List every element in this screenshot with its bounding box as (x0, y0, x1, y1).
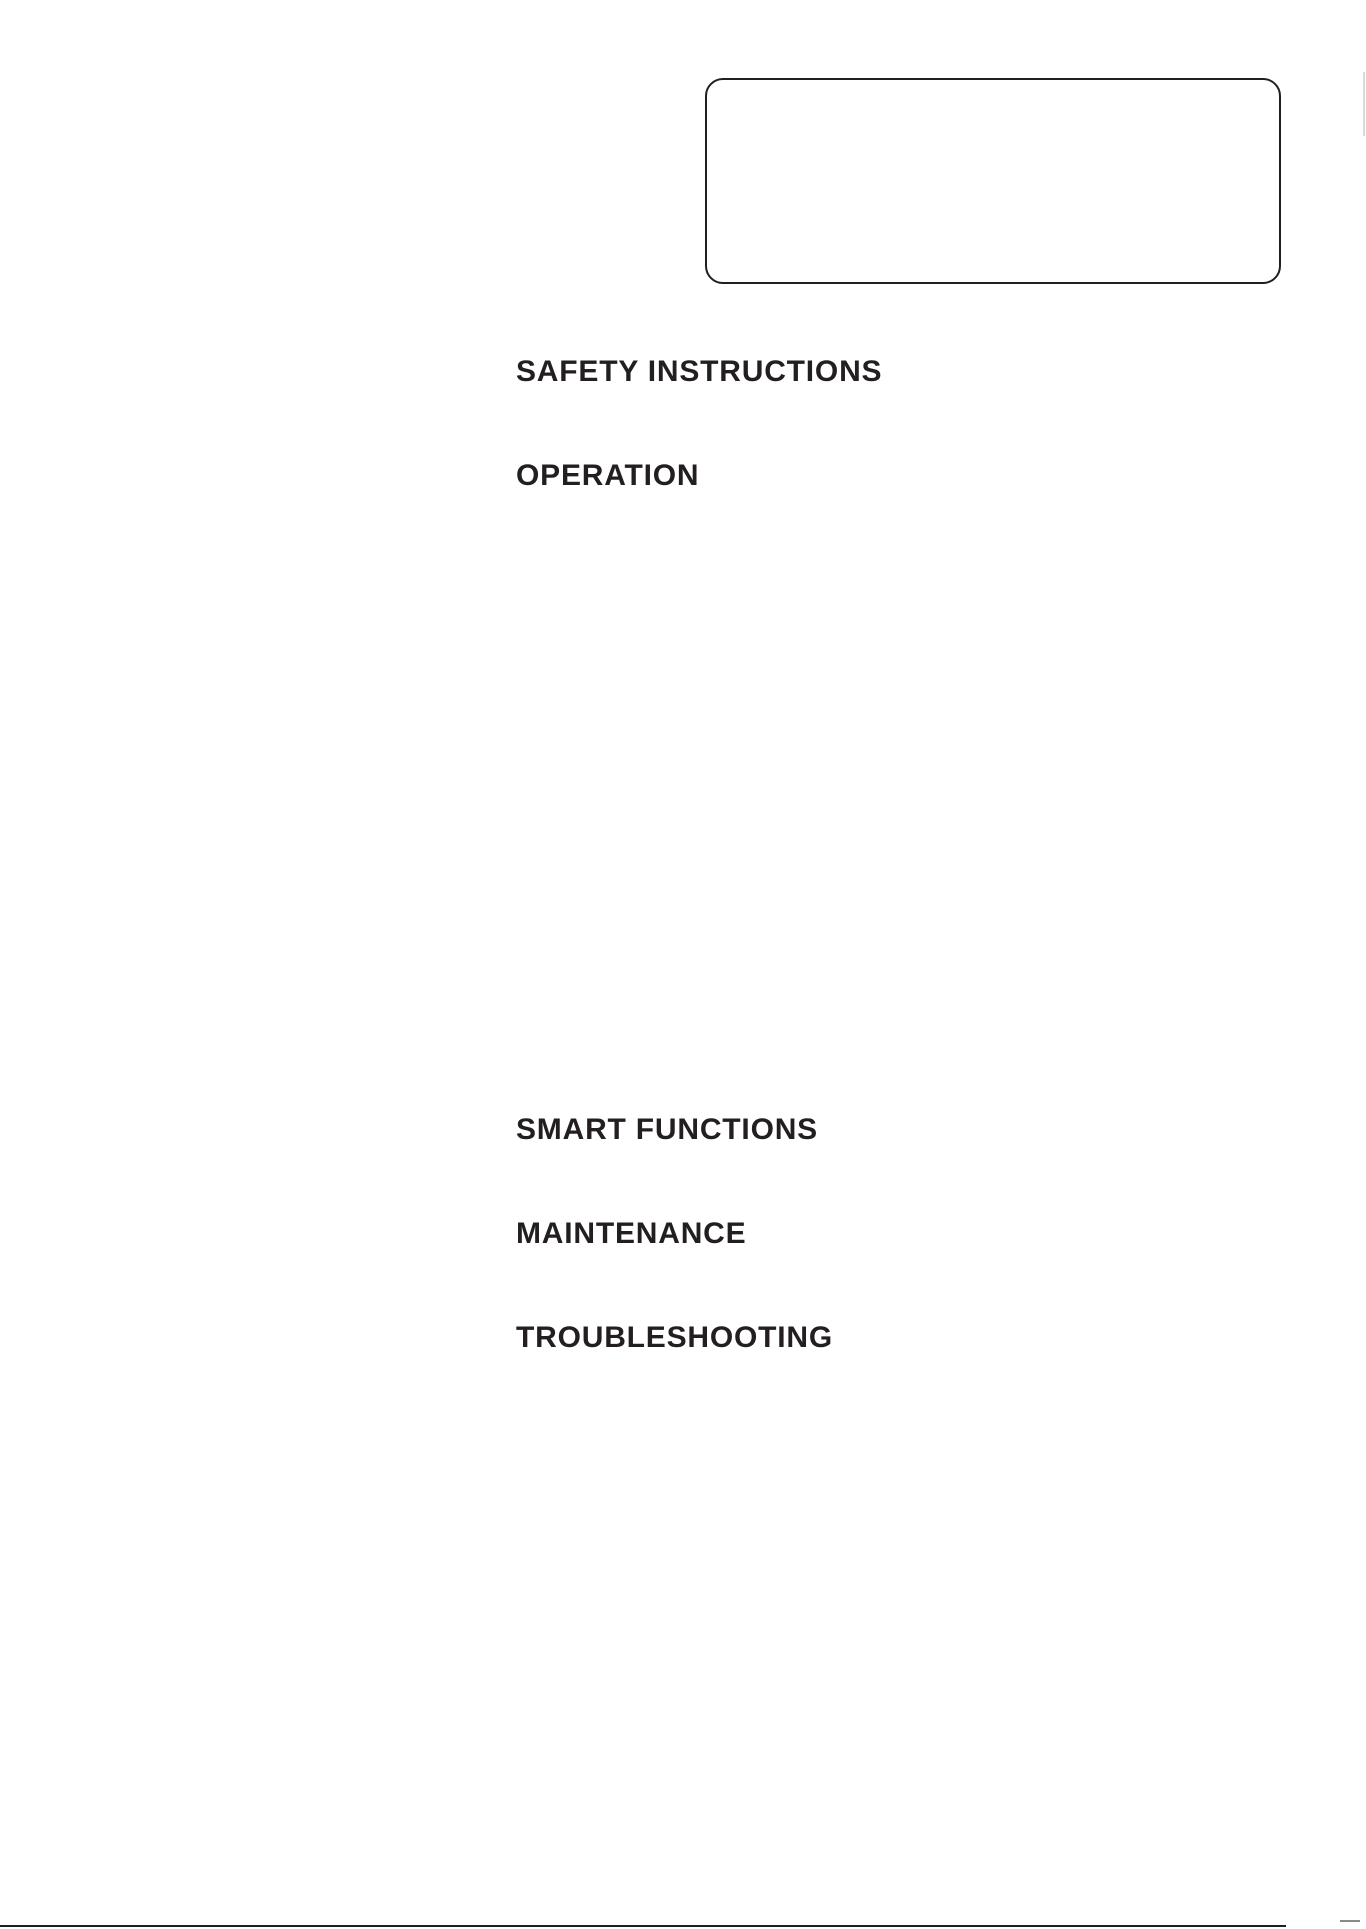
heading-troubleshooting: TROUBLESHOOTING (516, 1321, 833, 1354)
edge-mark-bottom (1340, 1916, 1360, 1922)
heading-smart-functions: SMART FUNCTIONS (516, 1113, 818, 1146)
heading-maintenance: MAINTENANCE (516, 1217, 747, 1250)
heading-operation: OPERATION (516, 459, 700, 492)
heading-safety-instructions: SAFETY INSTRUCTIONS (516, 355, 883, 388)
contents-list (516, 0, 1216, 1400)
bottom-divider (0, 1925, 1286, 1927)
edge-mark-top (1363, 72, 1365, 136)
